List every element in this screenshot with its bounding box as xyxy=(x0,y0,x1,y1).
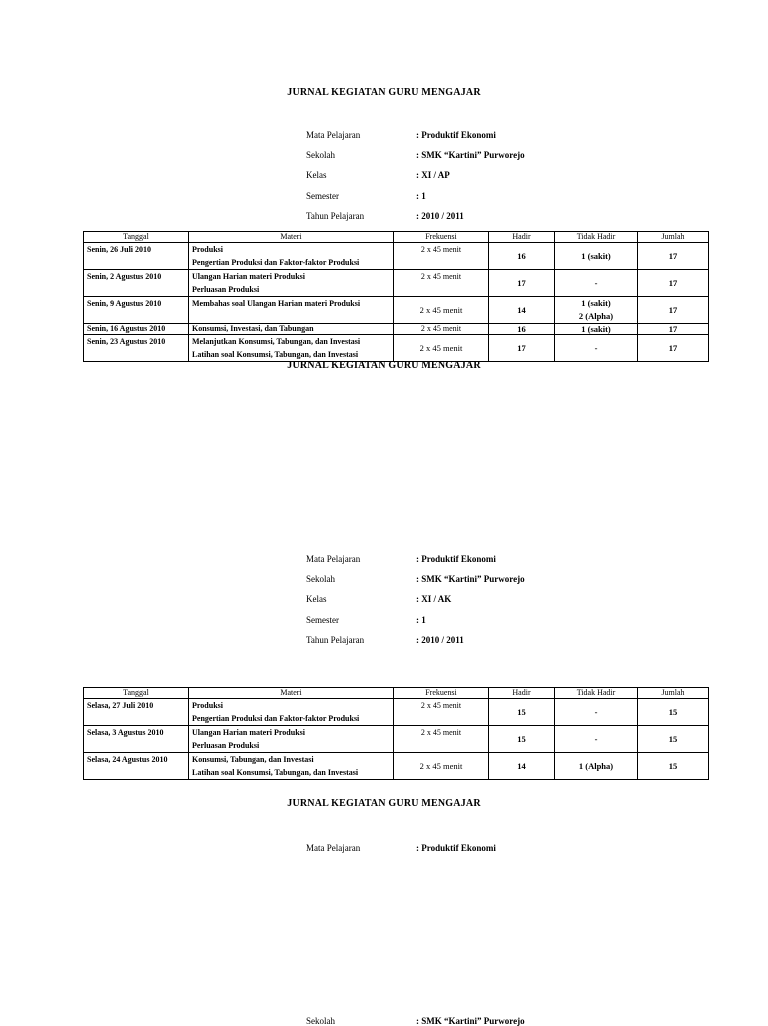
column-header: Tanggal xyxy=(84,232,189,243)
info-label: Kelas xyxy=(306,594,327,605)
info-value: : 2010 / 2011 xyxy=(416,210,464,221)
materi-line: Konsumsi, Investasi, dan Tabungan xyxy=(192,324,314,333)
column-header: Tidak Hadir xyxy=(555,688,638,699)
info-row-tahun-pelajaran xyxy=(306,635,525,655)
cell-materi xyxy=(189,243,394,270)
page-title: JURNAL KEGIATAN GURU MENGAJAR xyxy=(287,798,481,809)
info-value: : 1 xyxy=(416,190,426,201)
cell-frekuensi: 2 x 45 menit xyxy=(394,753,489,780)
info-row-mata-pelajaran xyxy=(306,843,496,863)
cell-tanggal: Senin, 16 Agustus 2010 xyxy=(84,324,189,335)
cell-tanggal: Senin, 23 Agustus 2010 xyxy=(84,335,189,362)
tidak-hadir-line: 1 (sakit) xyxy=(581,324,611,334)
cell-tidak-hadir xyxy=(555,297,638,324)
cell-frekuensi: 2 x 45 menit xyxy=(394,270,489,297)
info-value: : SMK “Kartini” Purworejo xyxy=(416,574,525,585)
cell-hadir: 17 xyxy=(489,270,555,297)
info-label: Mata Pelajaran xyxy=(306,554,361,564)
cell-jumlah: 17 xyxy=(638,243,709,270)
jurnal-table-xi-ak xyxy=(83,687,709,780)
table-row xyxy=(84,699,709,726)
info-row-semester xyxy=(306,615,525,635)
info-value: : SMK “Kartini” Purworejo xyxy=(416,1016,525,1026)
cell-materi xyxy=(189,699,394,726)
tidak-hadir-line: - xyxy=(594,706,598,717)
info-value: : XI / AP xyxy=(416,170,450,181)
column-header: Frekuensi xyxy=(394,688,489,699)
info-value: : 1 xyxy=(416,614,426,625)
info-block xyxy=(306,130,525,231)
info-label: Mata Pelajaran xyxy=(306,843,361,853)
info-value: : Produktif Ekonomi xyxy=(416,554,496,564)
info-value: : XI / AK xyxy=(416,594,452,605)
cell-tanggal: Selasa, 24 Agustus 2010 xyxy=(84,753,189,780)
table-header-row xyxy=(84,688,709,699)
materi-line: Pengertian Produksi dan Faktor-faktor Produksi xyxy=(192,714,360,723)
column-header: Tidak Hadir xyxy=(555,232,638,243)
materi-line: Ulangan Harian materi Produksi xyxy=(192,272,305,281)
tidak-hadir-line: 1 (sakit) xyxy=(581,298,611,308)
table-row xyxy=(84,753,709,780)
cell-tanggal: Senin, 2 Agustus 2010 xyxy=(84,270,189,297)
cell-frekuensi: 2 x 45 menit xyxy=(394,297,489,324)
info-label: Kelas xyxy=(306,170,327,181)
info-label: Sekolah xyxy=(306,150,335,161)
materi-line: Membahas soal Ulangan Harian materi Produksi xyxy=(192,299,361,308)
table-header-row xyxy=(84,232,709,243)
info-block xyxy=(306,554,525,655)
info-row-sekolah xyxy=(306,574,525,594)
cell-tanggal: Senin, 26 Juli 2010 xyxy=(84,243,189,270)
cell-frekuensi: 2 x 45 menit xyxy=(394,324,489,335)
tidak-hadir-line: - xyxy=(594,342,598,353)
info-row-kelas xyxy=(306,170,525,190)
cell-hadir: 14 xyxy=(489,753,555,780)
info-label: Tahun Pelajaran xyxy=(306,210,365,221)
cell-materi xyxy=(189,726,394,753)
cell-jumlah: 15 xyxy=(638,753,709,780)
column-header: Tanggal xyxy=(84,688,189,699)
cell-jumlah: 17 xyxy=(638,270,709,297)
info-row-mata-pelajaran xyxy=(306,554,525,574)
info-block xyxy=(306,843,496,863)
jurnal-table-xi-ap xyxy=(83,231,709,362)
table-row xyxy=(84,270,709,297)
cell-tidak-hadir xyxy=(555,753,638,780)
cell-jumlah: 17 xyxy=(638,297,709,324)
cell-tanggal: Selasa, 3 Agustus 2010 xyxy=(84,726,189,753)
materi-line: Perluasan Produksi xyxy=(192,285,260,294)
cell-hadir: 16 xyxy=(489,324,555,335)
cell-jumlah: 17 xyxy=(638,335,709,362)
column-header: Hadir xyxy=(489,232,555,243)
info-row-sekolah xyxy=(306,150,525,170)
materi-line: Ulangan Harian materi Produksi xyxy=(192,728,305,737)
column-header: Hadir xyxy=(489,688,555,699)
materi-line: Melanjutkan Konsumsi, Tabungan, dan Investasi xyxy=(192,337,361,346)
cell-tidak-hadir xyxy=(555,726,638,753)
cell-tidak-hadir xyxy=(555,335,638,362)
cell-materi xyxy=(189,324,394,335)
info-label: Sekolah xyxy=(306,1016,335,1026)
cell-frekuensi: 2 x 45 menit xyxy=(394,699,489,726)
info-row-mata-pelajaran xyxy=(306,130,525,150)
column-header: Frekuensi xyxy=(394,232,489,243)
cell-frekuensi: 2 x 45 menit xyxy=(394,243,489,270)
cell-frekuensi: 2 x 45 menit xyxy=(394,335,489,362)
tidak-hadir-line: 1 (Alpha) xyxy=(578,760,614,771)
info-value: : SMK “Kartini” Purworejo xyxy=(416,150,525,161)
cell-hadir: 14 xyxy=(489,297,555,324)
cell-materi xyxy=(189,297,394,324)
info-value: : Produktif Ekonomi xyxy=(416,130,496,140)
tidak-hadir-line: - xyxy=(594,733,598,744)
cell-jumlah: 17 xyxy=(638,324,709,335)
materi-line: Latihan soal Konsumsi, Tabungan, dan Investasi xyxy=(192,350,359,359)
column-header: Materi xyxy=(189,232,394,243)
cell-hadir: 15 xyxy=(489,699,555,726)
info-row-semester xyxy=(306,191,525,211)
cell-tidak-hadir xyxy=(555,243,638,270)
column-header: Jumlah xyxy=(638,232,709,243)
tidak-hadir-line: - xyxy=(594,277,598,288)
tidak-hadir-line: 1 (sakit) xyxy=(581,250,611,261)
cell-tidak-hadir xyxy=(555,270,638,297)
info-label: Semester xyxy=(306,614,339,625)
cell-hadir: 16 xyxy=(489,243,555,270)
info-value: : Produktif Ekonomi xyxy=(416,843,496,853)
table-row xyxy=(84,726,709,753)
page-title: JURNAL KEGIATAN GURU MENGAJAR xyxy=(287,87,481,98)
table-row xyxy=(84,297,709,324)
materi-line: Produksi xyxy=(192,701,223,710)
cell-tanggal: Selasa, 27 Juli 2010 xyxy=(84,699,189,726)
table-row xyxy=(84,335,709,362)
info-label: Semester xyxy=(306,190,339,201)
cell-tidak-hadir xyxy=(555,324,638,335)
info-row-sekolah xyxy=(306,1016,525,1026)
cell-materi xyxy=(189,753,394,780)
column-header: Materi xyxy=(189,688,394,699)
page-title: JURNAL KEGIATAN GURU MENGAJAR xyxy=(287,360,481,371)
info-value: : 2010 / 2011 xyxy=(416,634,464,645)
tidak-hadir-line: 2 (Alpha) xyxy=(578,311,614,321)
materi-line: Latihan soal Konsumsi, Tabungan, dan Investasi xyxy=(192,768,359,777)
table-row xyxy=(84,324,709,335)
cell-hadir: 15 xyxy=(489,726,555,753)
cell-tidak-hadir xyxy=(555,699,638,726)
info-label: Mata Pelajaran xyxy=(306,130,361,140)
cell-materi xyxy=(189,270,394,297)
table-row xyxy=(84,243,709,270)
cell-jumlah: 15 xyxy=(638,726,709,753)
cell-tanggal: Senin, 9 Agustus 2010 xyxy=(84,297,189,324)
materi-line: Perluasan Produksi xyxy=(192,741,260,750)
info-row-kelas xyxy=(306,594,525,614)
cell-frekuensi: 2 x 45 menit xyxy=(394,726,489,753)
materi-line: Produksi xyxy=(192,245,223,254)
info-label: Tahun Pelajaran xyxy=(306,634,365,645)
cell-materi xyxy=(189,335,394,362)
cell-hadir: 17 xyxy=(489,335,555,362)
column-header: Jumlah xyxy=(638,688,709,699)
cell-jumlah: 15 xyxy=(638,699,709,726)
info-label: Sekolah xyxy=(306,574,335,585)
info-row-tahun-pelajaran xyxy=(306,211,525,231)
materi-line: Pengertian Produksi dan Faktor-faktor Produksi xyxy=(192,258,360,267)
materi-line: Konsumsi, Tabungan, dan Investasi xyxy=(192,755,314,764)
